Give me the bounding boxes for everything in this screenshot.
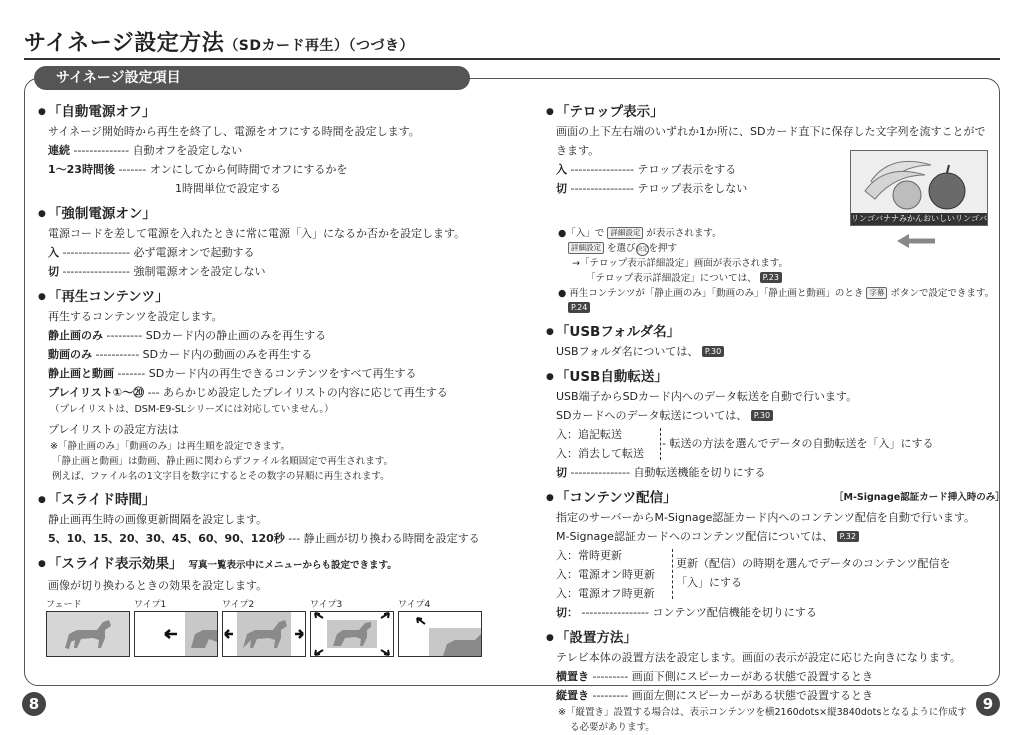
force-on-opt1: 入 ----------------- 必ず電源オンで起動する: [48, 246, 255, 259]
heading-auto-off: ● 「自動電源オフ」: [38, 104, 156, 120]
slide-effect-desc: 画像が切り換わるときの効果を設定します。: [48, 579, 268, 592]
telop-ticker: リンゴバナナみかんおいしいリンゴバ: [851, 214, 987, 223]
page-title: [24, 26, 414, 57]
auto-off-desc: サイネージ開始時から再生を終了し、電源をオフにする時間を設定します。: [48, 125, 420, 138]
cd-opt2: 入：電源オン時更新: [556, 568, 655, 581]
telop-note5: ● 再生コンテンツが「静止画のみ」「動画のみ」「静止画と動画」のとき 字幕 ボタンで設定できます。: [558, 288, 995, 299]
cd-desc1: 指定のサーバーからM-Signage認証カード内へのコンテンツ配信を自動で行います。: [556, 511, 975, 524]
install-opt1: 横置き --------- 画面下側にスピーカーがある状態で設置するとき: [556, 670, 874, 683]
fruit-icon: [851, 151, 988, 215]
title-rule: [24, 58, 1000, 60]
telop-note2: 詳細設定 を選び決定を押す: [546, 241, 992, 256]
horse-icon: [47, 612, 129, 656]
cd-opt4: 切： ----------------- コンテンツ配信機能を切りにする: [556, 606, 817, 619]
slide-effects: [38, 599, 502, 669]
telop-desc: 画面の上下左右端のいずれか1か所に、SDカード直下に保存した文字列を流すことができます。: [556, 125, 986, 157]
install-note2: る必要があります。: [570, 722, 655, 733]
content-opt2: 動画のみ ----------- SDカード内の動画のみを再生する: [48, 348, 313, 361]
title-sub: （SDカード再生）（つづき）: [224, 38, 415, 54]
auto-off-opt2-cont: 1時間単位で設定する: [175, 182, 281, 195]
usb-auto-desc2: SDカードへのデータ転送については、 P.30: [546, 406, 992, 425]
heading-telop: ● 「テロップ表示」: [546, 104, 664, 120]
wipe1-icon: [135, 612, 217, 656]
title-main: サイネージ設定方法: [24, 31, 225, 56]
arrow-left-icon: [895, 234, 939, 248]
auto-off-opt1: 連続 -------------- 自動オフを設定しない: [48, 144, 243, 157]
slide-time-opt: 5、10、15、20、30、45、60、90、120秒 --- 静止画が切り換わる時間を設定する: [48, 532, 480, 545]
auto-off-opt2: 1～23時間後 ------- オンにしてから何時間でオフにするかを: [48, 163, 348, 176]
page-number-left: 8: [22, 692, 46, 716]
cd-desc2: M-Signage認証カードへのコンテンツ配信については、 P.32: [546, 527, 992, 546]
install-opt2: 縦置き --------- 画面左側にスピーカーがある状態で設置するとき: [556, 689, 874, 702]
cd-opt3: 入：電源オフ時更新: [556, 587, 655, 600]
wipe2-icon: [223, 612, 305, 656]
telop-opt2: 切 ---------------- テロップ表示をしない: [556, 182, 748, 195]
effect-wipe2: ワイプ2: [222, 599, 307, 657]
effect-wipe1: ワイプ1: [134, 599, 219, 657]
usb-folder-desc: USBフォルダ名については、 P.30: [546, 342, 992, 361]
usb-auto-opt1: 入：追記転送: [556, 428, 622, 441]
usb-auto-opt3: 切 --------------- 自動転送機能を切りにする: [556, 466, 766, 479]
cd-brace: [664, 549, 673, 599]
heading-content: ● 「再生コンテンツ」: [38, 289, 169, 305]
effect-fade: フェード: [46, 599, 131, 657]
telop-note4: 「テロップ表示詳細設定」については、 P.23: [546, 271, 992, 286]
slide-time-desc: 静止画再生時の画像更新間隔を設定します。: [48, 513, 268, 526]
heading-usb-folder: ● 「USBフォルダ名」: [546, 324, 681, 340]
left-column: [38, 96, 502, 669]
force-on-opt2: 切 ----------------- 強制電源オンを設定しない: [48, 265, 266, 278]
heading-content-delivery: ● 「コンテンツ配信」 ［M-Signage認証カード挿入時のみ］: [546, 490, 1005, 506]
telop-note1: ●「入」で 詳細設定 が表示されます。: [558, 228, 722, 239]
content-delivery-tag: ［M-Signage認証カード挿入時のみ］: [834, 492, 1005, 503]
content-opt3: 静止画と動画 ------- SDカード内の再生できるコンテンツをすべて再生する: [48, 367, 417, 380]
wipe3-icon: [311, 612, 393, 656]
usb-auto-opt2: 入：消去して転送: [556, 447, 644, 460]
cd-brace-note1: 更新（配信）の時期を選んでデータのコンテンツ配信を: [676, 557, 951, 570]
cd-options: [546, 546, 992, 603]
section-header: サイネージ設定項目: [34, 66, 470, 90]
content-opt4: プレイリスト①～⑳ --- あらかじめ設定したプレイリストの内容に応じて再生する: [48, 386, 448, 399]
page-number-right: 9: [976, 692, 1000, 716]
heading-slide-time: ● 「スライド時間」: [38, 492, 156, 508]
usb-auto-options: [546, 425, 992, 463]
install-note1: ※「縦置き」設置する場合は、表示コンテンツを横2160dots×縦3840dotsとなるように作成す: [558, 707, 967, 718]
install-desc: テレビ本体の設置方法を設定します。画面の表示が設定に応じた向きになります。: [556, 651, 962, 664]
content-note1: （プレイリストは、DSM-E9-SLシリーズには対応していません。）: [50, 404, 334, 415]
usb-brace-note: - 転送の方法を選んでデータの自動転送を「入」にする: [662, 437, 934, 450]
usb-auto-desc1: USB端子からSDカード内へのデータ転送を自動で行います。: [556, 390, 858, 403]
heading-usb-auto: ● 「USB自動転送」: [546, 369, 668, 385]
telop-opt1: 入 ---------------- テロップ表示をする: [556, 163, 737, 176]
heading-force-on: ● 「強制電源オン」: [38, 206, 156, 222]
telop-note5-ref: P.24: [546, 301, 992, 316]
heading-slide-effect: ● 「スライド表示効果」 写真一覧表示中にメニューからも設定できます。: [38, 556, 397, 572]
telop-note3: →「テロップ表示詳細設定」画面が表示されます。: [572, 258, 789, 269]
cd-brace-note2: 「入」にする: [676, 576, 742, 589]
wipe4-icon: [399, 612, 481, 656]
force-on-desc: 電源コードを差して電源を入れたときに常に電源「入」になるか否かを設定します。: [48, 227, 466, 240]
effect-wipe4: ワイプ4: [398, 599, 483, 657]
usb-brace: [652, 428, 661, 460]
content-note4: 例えば、ファイル名の1文字目を数字にするとその数字の昇順に再生されます。: [52, 471, 390, 482]
heading-install: ● 「設置方法」: [546, 630, 637, 646]
cd-opt1: 入：常時更新: [556, 549, 622, 562]
playlist-ref: プレイリストの設定方法は: [48, 423, 179, 436]
telop-illustration: [850, 150, 988, 226]
content-opt1: 静止画のみ --------- SDカード内の静止画のみを再生する: [48, 329, 327, 342]
content-note2: ※「静止画のみ」「動画のみ」は再生順を設定できます。: [50, 441, 290, 452]
content-note3: 「静止画と動画」は動画、静止画に関わらずファイル名順固定で再生されます。: [52, 456, 394, 467]
effect-wipe3: ワイプ3: [310, 599, 395, 657]
content-desc: 再生するコンテンツを設定します。: [48, 310, 223, 323]
